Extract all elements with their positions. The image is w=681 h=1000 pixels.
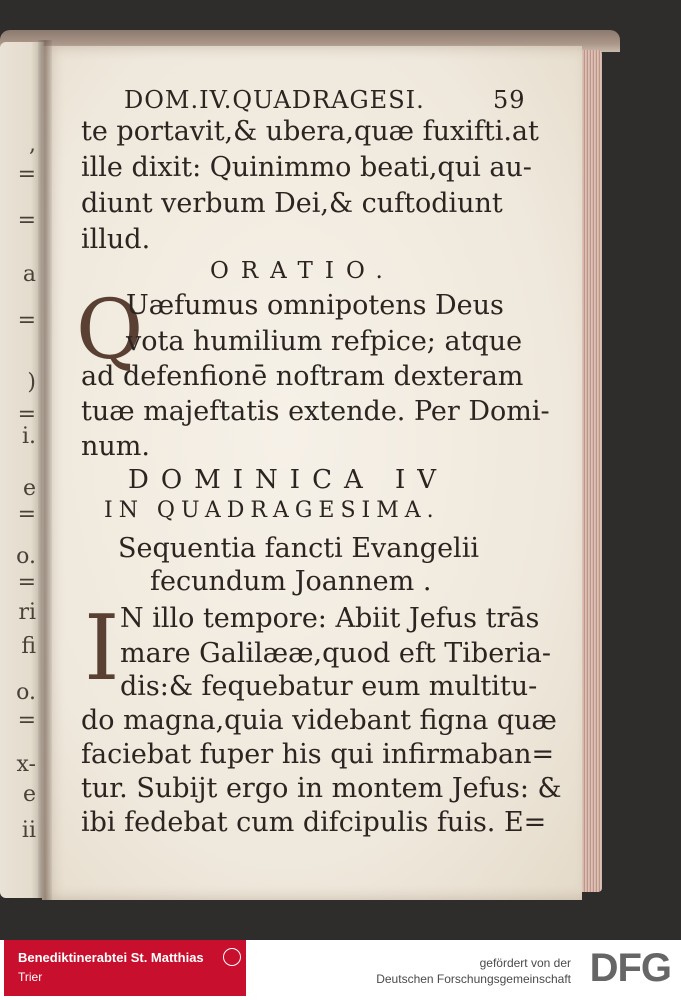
text-line: vota humilium refpice; atque [126, 326, 523, 357]
margin-char: i. [21, 424, 36, 449]
text-line: tuæ majeftatis extende. Per Domi- [81, 396, 550, 427]
gospel-intro: fecundum Joannem . [150, 566, 432, 597]
drop-cap-q: Q [76, 283, 144, 378]
gospel-intro: Sequentia fancti Evangelii [118, 533, 479, 564]
margin-char: = [17, 208, 36, 233]
text-line: Uæfumus omnipotens Deus [126, 290, 504, 321]
text-line: mare Galilææ,quod eft Tiberia- [120, 638, 551, 669]
section-title: DOMINICA IV [128, 465, 449, 495]
margin-char: , [29, 132, 36, 157]
text-line: dis:& fequebatur eum multitu- [120, 671, 538, 702]
margin-char: ri [18, 600, 36, 625]
margin-char: x- [16, 752, 36, 777]
funder-name: Deutschen Forschungsgemeinschaft [376, 972, 571, 986]
margin-char: = [17, 502, 36, 527]
margin-char: o. [16, 544, 36, 569]
oratio-heading: ORATIO. [210, 258, 395, 284]
funded-by-label: gefördert von der [479, 956, 571, 970]
margin-char: = [17, 402, 36, 427]
margin-char: ) [27, 370, 36, 395]
margin-char: = [17, 570, 36, 595]
margin-char: = [17, 162, 36, 187]
text-line: te portavit,& ubera,quæ fuxifti.at [81, 116, 539, 147]
margin-char: o. [16, 680, 36, 705]
folio-number: 59 [493, 86, 526, 114]
text-line: ad defenfionē noftram dexteram [81, 361, 524, 392]
margin-char: = [17, 708, 36, 733]
margin-char: = [17, 308, 36, 333]
text-line: diunt verbum Dei,& cuftodiunt [81, 188, 503, 219]
margin-char: e [22, 782, 36, 807]
institution-name: Benediktinerabtei St. Matthias [18, 950, 204, 965]
abbey-logo-icon [223, 948, 241, 966]
text-line: num. [81, 431, 150, 462]
institution-city: Trier [18, 970, 43, 984]
margin-char: e [22, 476, 36, 501]
institution-banner[interactable] [4, 940, 246, 996]
text-line: faciebat fuper his qui infirmaban= [81, 739, 555, 770]
running-title: DOM.IV.QUADRAGESI. [124, 86, 425, 114]
text-line: ibi fedebat cum difcipulis fuis. E= [81, 807, 547, 838]
text-line: illud. [81, 224, 151, 255]
margin-char: fi [21, 634, 36, 659]
text-line: ille dixit: Quinimmo beati,qui au- [81, 152, 532, 183]
section-subtitle: IN QUADRAGESIMA. [104, 498, 440, 523]
spine-shadow [38, 40, 52, 900]
text-line: do magna,quia videbant figna quæ [81, 705, 557, 736]
dfg-logo[interactable]: DFG [589, 946, 671, 990]
text-line: N illo tempore: Abiit Jefus trās [120, 603, 540, 634]
drop-cap-i: I [84, 596, 120, 701]
margin-char: a [22, 262, 36, 287]
text-line: tur. Subijt ergo in montem Jefus: & [81, 773, 562, 804]
margin-char: ii [21, 818, 36, 843]
